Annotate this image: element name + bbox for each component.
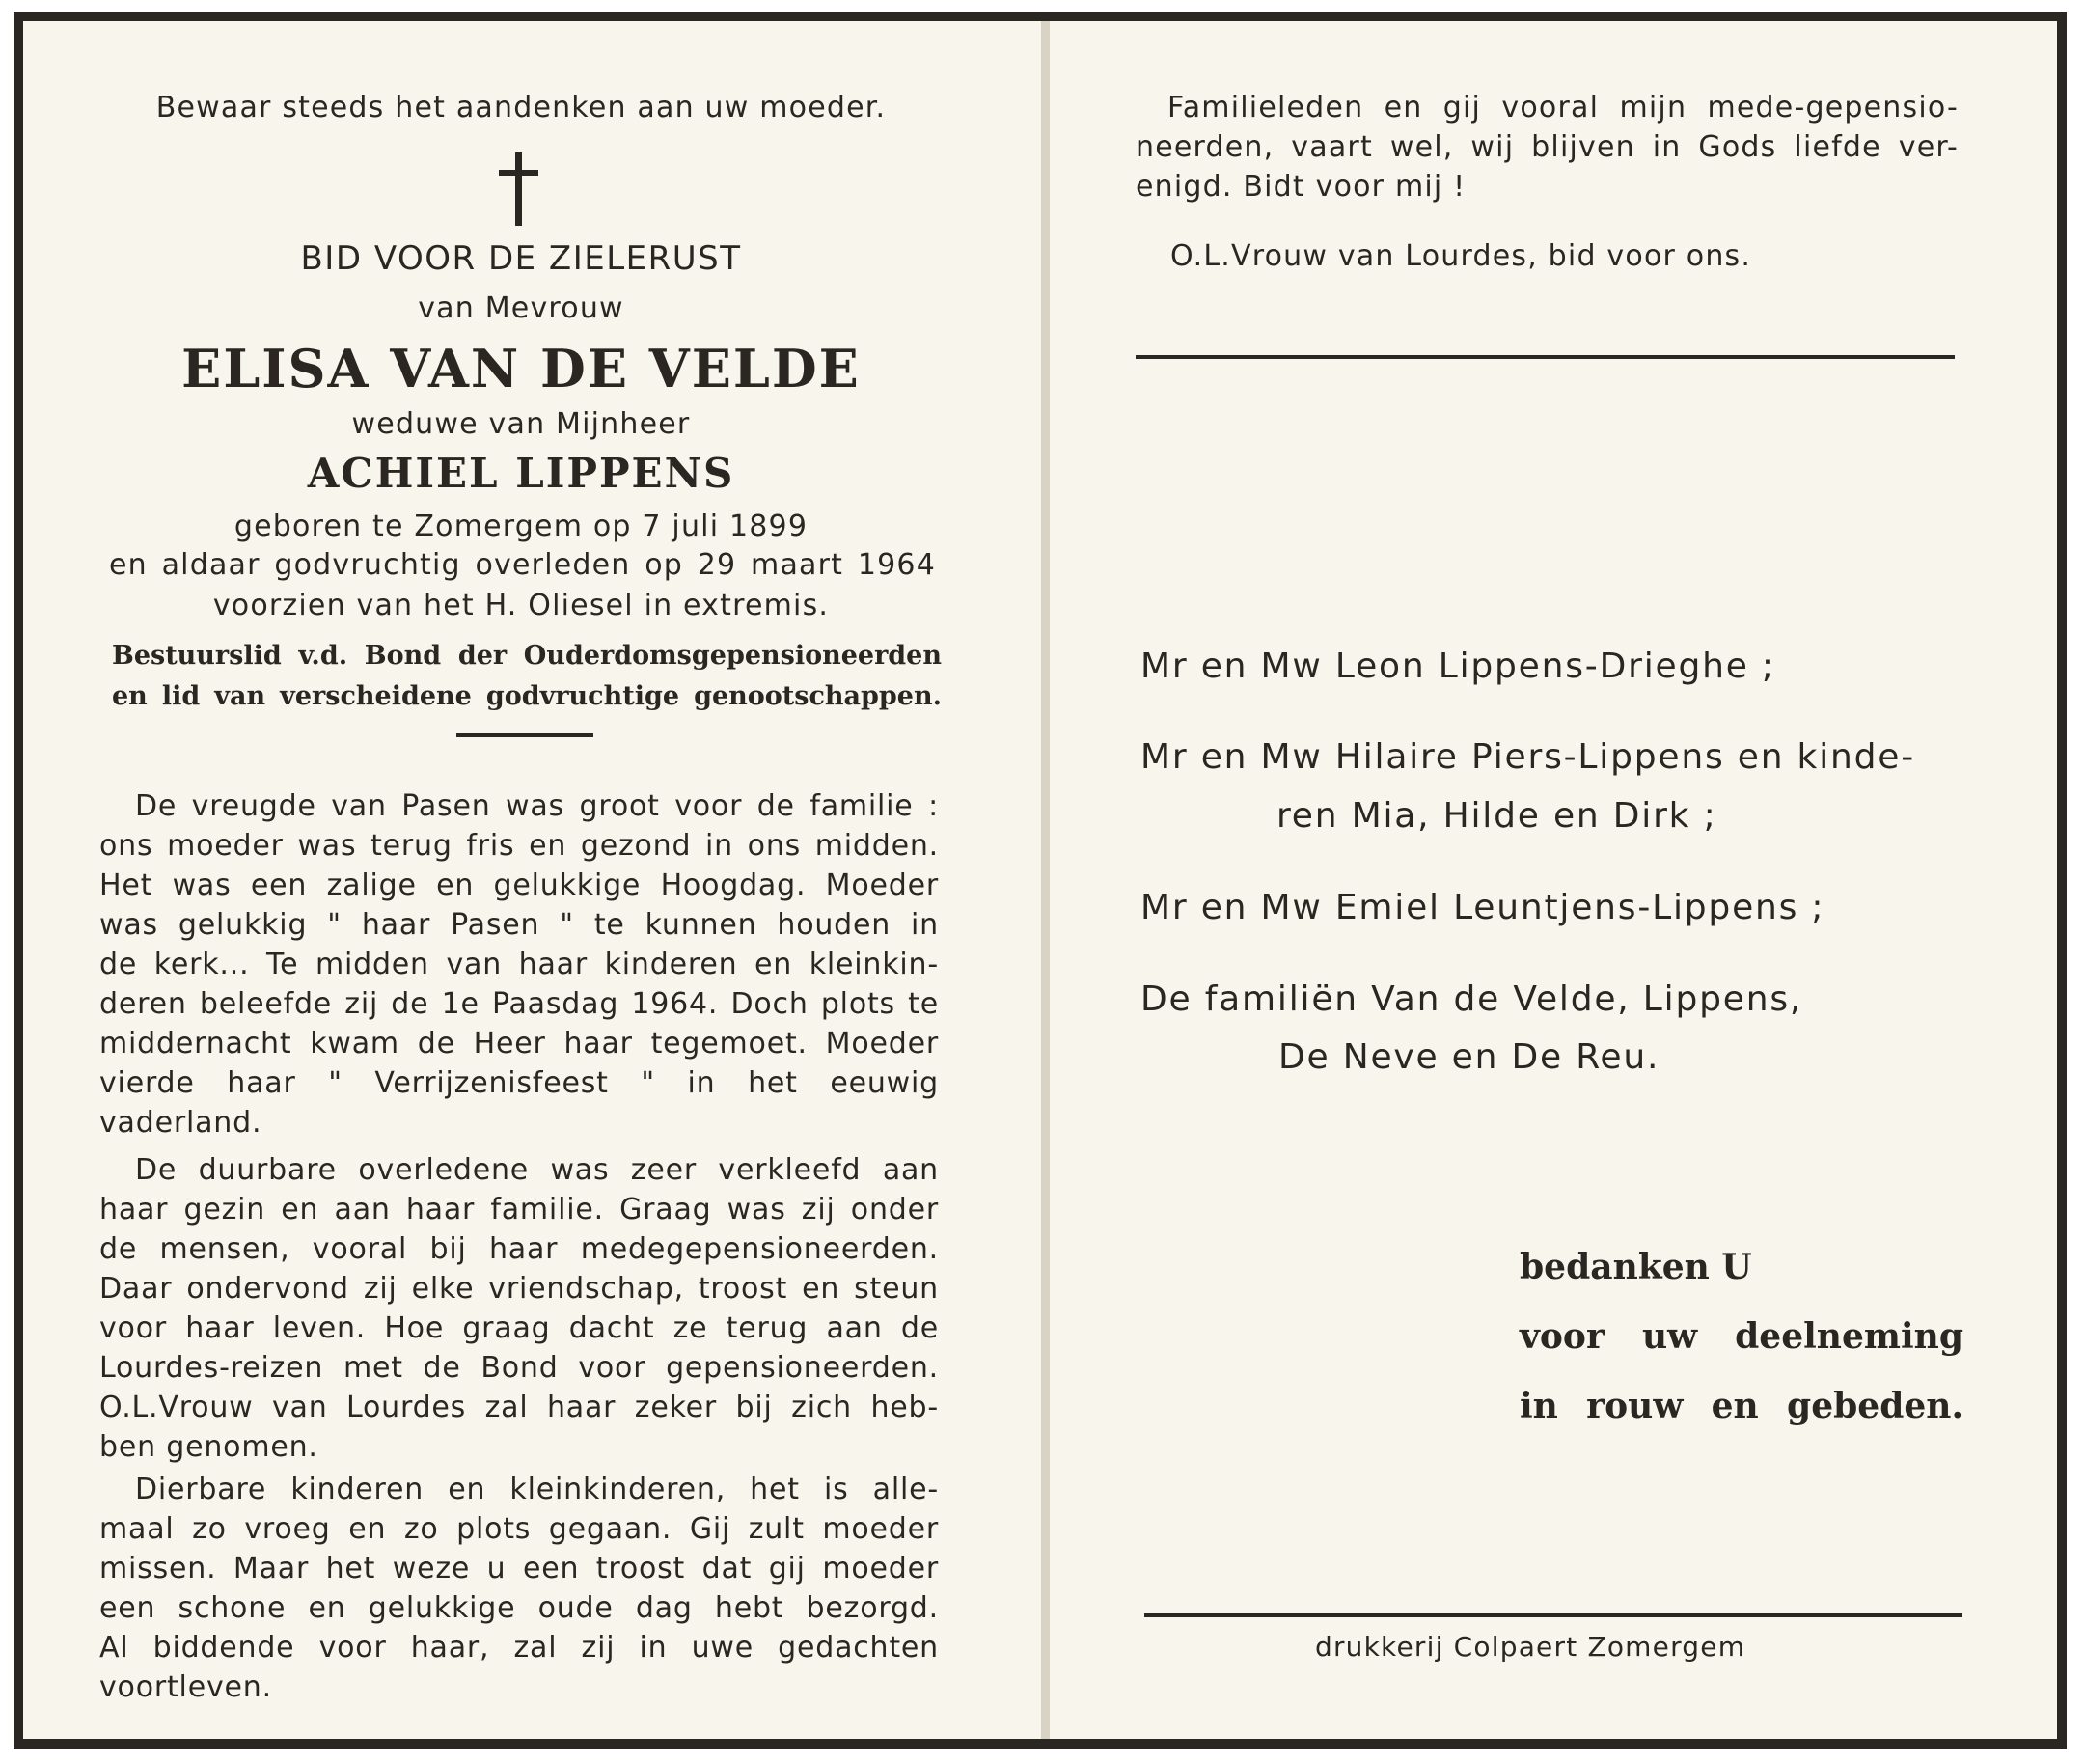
- paragraph-line: vierde haar " Verrijzenisfeest " in het eeuwig: [99, 1066, 939, 1100]
- invocation-line: O.L.Vrouw van Lourdes, bid voor ons.: [1170, 239, 1752, 273]
- role-line-1: Bestuurslid v.d. Bond der Ouderdomsgepensioneerden: [112, 641, 942, 671]
- husband-name: ACHIEL LIPPENS: [307, 450, 735, 497]
- paragraph-line: maal zo vroeg en zo plots gegaan. Gij zult moeder: [99, 1512, 939, 1546]
- paragraph-line: Lourdes-reizen met de Bond voor gepensioneerden.: [99, 1351, 939, 1385]
- farewell-line: Familieleden en gij vooral mijn mede-gepensio-: [1167, 91, 1959, 124]
- paragraph-line: de mensen, vooral bij haar medegepensioneerden.: [99, 1232, 939, 1266]
- paragraph-line: Het was een zalige en gelukkige Hoogdag. Moeder: [99, 868, 939, 902]
- paragraph-line: ons moeder was terug fris en gezond in ons midden.: [99, 829, 939, 863]
- right-page: [1050, 21, 2057, 1739]
- short-divider: [456, 733, 593, 737]
- van-mevrouw: van Mevrouw: [418, 291, 624, 325]
- farewell-line: neerden, vaart wel, wij blijven in Gods liefde ver-: [1136, 130, 1959, 164]
- divider-top: [1136, 355, 1955, 359]
- divider-bottom: [1144, 1613, 1962, 1617]
- paragraph-line: O.L.Vrouw van Lourdes zal haar zeker bij zich heb-: [99, 1391, 939, 1424]
- paragraph-line: Daar ondervond zij elke vriendschap, troost en steun: [99, 1272, 939, 1306]
- paragraph-line: middernacht kwam de Heer haar tegemoet. Moeder: [99, 1027, 939, 1061]
- paragraph-line: ben genomen.: [99, 1430, 318, 1464]
- paragraph-line: Al biddende voor haar, zal zij in uwe gedachten: [99, 1631, 939, 1665]
- farewell-line: enigd. Bidt voor mij !: [1136, 170, 1467, 204]
- thanks-line: bedanken U: [1520, 1247, 1752, 1287]
- paragraph-line: De duurbare overledene was zeer verkleefd aan: [135, 1153, 939, 1187]
- thanks-line: in rouw en gebeden.: [1520, 1386, 1963, 1426]
- role-line-2: en lid van verscheidene godvruchtige genootschappen.: [112, 681, 942, 711]
- thanks-line: voor uw deelneming: [1520, 1316, 1963, 1357]
- sacrament-line: voorzien van het H. Oliesel in extremis.: [212, 589, 830, 622]
- deceased-name: ELISA VAN DE VELDE: [181, 338, 861, 400]
- family-line: Mr en Mw Emiel Leuntjens-Lippens ;: [1140, 888, 1825, 927]
- paragraph-line: was gelukkig " haar Pasen " te kunnen houden in: [99, 908, 939, 942]
- paragraph-line: een schone en gelukkige oude dag hebt bezorgd.: [99, 1591, 939, 1625]
- paragraph-line: voor haar leven. Hoe graag dacht ze terug aan de: [99, 1311, 939, 1345]
- family-line: ren Mia, Hilde en Dirk ;: [1276, 796, 1717, 836]
- card-fold: [1041, 21, 1050, 1739]
- family-line: De Neve en De Reu.: [1278, 1037, 1660, 1077]
- family-line: De familiën Van de Velde, Lippens,: [1140, 979, 1803, 1019]
- prayer-heading: BID VOOR DE ZIELERUST: [300, 239, 742, 278]
- paragraph-line: haar gezin en aan haar familie. Graag was zij onder: [99, 1193, 939, 1227]
- death-line: en aldaar godvruchtig overleden op 29 maart 1964: [109, 548, 936, 582]
- birth-line: geboren te Zomergem op 7 juli 1899: [233, 510, 809, 543]
- paragraph-line: voortleven.: [99, 1670, 272, 1704]
- paragraph-line: De vreugde van Pasen was groot voor de familie :: [135, 789, 939, 823]
- cross-icon: [496, 152, 544, 230]
- paragraph-line: vaderland.: [99, 1106, 262, 1140]
- family-line: Mr en Mw Hilaire Piers-Lippens en kinde-: [1140, 737, 1916, 777]
- paragraph-line: Dierbare kinderen en kleinkinderen, het is alle-: [135, 1473, 939, 1506]
- paragraph-line: missen. Maar het weze u een troost dat gij moeder: [99, 1552, 939, 1585]
- paragraph-line: de kerk... Te midden van haar kinderen en kleinkin-: [99, 948, 939, 981]
- paragraph-line: deren beleefde zij de 1e Paasdag 1964. Doch plots te: [99, 987, 939, 1021]
- family-line: Mr en Mw Leon Lippens-Drieghe ;: [1140, 647, 1775, 686]
- printer-credit: drukkerij Colpaert Zomergem: [1315, 1631, 1746, 1663]
- widow-line: weduwe van Mijnheer: [351, 407, 691, 441]
- intro-line: Bewaar steeds het aandenken aan uw moeder.: [155, 91, 887, 124]
